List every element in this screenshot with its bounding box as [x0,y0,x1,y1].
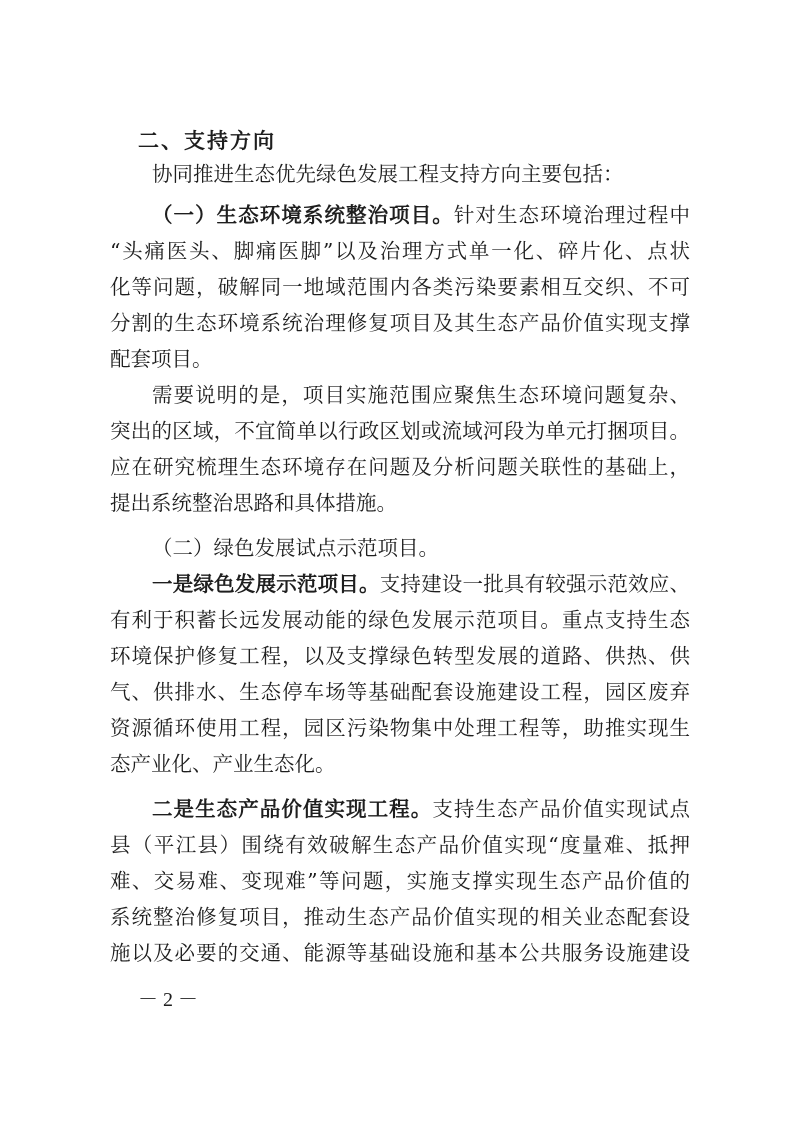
sub2-title: 二是生态产品价值实现工程。 [152,797,433,821]
sub2-text: 支持生态产品价值实现试点 [432,797,690,821]
sub1-title: 一是绿色发展示范项目。 [152,572,380,596]
sub2-line-1 [152,794,690,824]
item1-line-2: “头痛医头、脚痛医脚”以及治理方式单一化、碎片化、点状 [110,239,690,263]
item1-line-5: 配套项目。 [110,347,213,371]
sub1-line-4: 气、供排水、生态停车场等基础配套设施建设工程，园区废弃 [110,680,690,704]
intro-paragraph: 协同推进生态优先绿色发展工程支持方向主要包括： [152,162,624,186]
item1-title: （一）生态环境系统整治项目。 [152,203,454,227]
sub1-line-5: 资源循环使用工程，园区污染物集中处理工程等，助推实现生 [110,716,690,740]
section-heading: 二、支持方向 [138,128,276,153]
item1-line-3: 化等问题，破解同一地域范围内各类污染要素相互交织、不可 [110,275,690,299]
item2-title: （二）绿色发展试点示范项目。 [152,536,439,560]
sub1-line-2: 有利于积蓄长远发展动能的绿色发展示范项目。重点支持生态 [110,608,690,632]
sub1-line-3: 环境保护修复工程，以及支撑绿色转型发展的道路、供热、供 [110,644,690,668]
sub2-line-3: 难、交易难、变现难”等问题，实施支撑实现生态产品价值的 [110,869,690,893]
item1-line-1 [152,200,690,230]
sub2-line-2: 县（平江县）围绕有效破解生态产品价值实现“度量难、抵押 [110,833,690,857]
item1-text: 针对生态环境治理过程中 [453,203,690,227]
sub1-line-6: 态产业化、产业生态化。 [110,752,336,776]
note-line-2: 突出的区域，不宜简单以行政区划或流域河段为单元打捆项目。 [110,419,690,443]
sub2-line-4: 系统整治修复项目，推动生态产品价值实现的相关业态配套设 [110,905,690,929]
page-number: － 2 － [138,989,198,1011]
note-line-4: 提出系统整治思路和具体措施。 [110,491,397,515]
sub2-line-5: 施以及必要的交通、能源等基础设施和基本公共服务设施建设 [110,941,690,965]
sub1-line-1 [152,569,690,599]
sub1-text: 支持建设一批具有较强示范效应、 [379,572,691,596]
note-line-3: 应在研究梳理生态环境存在问题及分析问题关联性的基础上， [110,455,690,479]
note-line-1: 需要说明的是，项目实施范围应聚焦生态环境问题复杂、 [152,383,690,407]
item1-line-4: 分割的生态环境系统治理修复项目及其生态产品价值实现支撑 [110,311,690,335]
